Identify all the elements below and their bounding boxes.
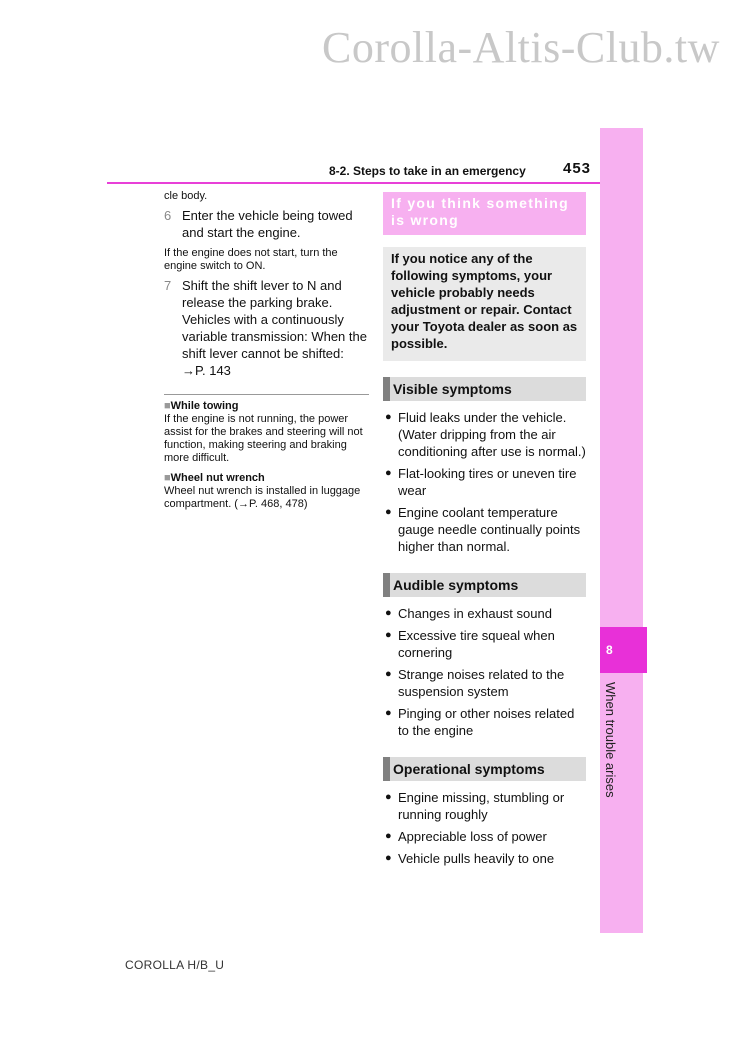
audible-symptoms-heading: Audible symptoms [383, 573, 586, 597]
left-column [164, 190, 369, 511]
note-title: While towing [170, 400, 239, 412]
operational-symptoms-heading: Operational symptoms [383, 757, 586, 781]
chapter-sidebar [600, 128, 643, 933]
list-item: ● Engine missing, stumbling or running roughly [383, 789, 586, 823]
square-bullet-icon: ■ [164, 400, 171, 412]
step-text: Shift the shift lever to N and release the parking brake. Vehicles with a continuously variable transmission: When the shift lever cannot be shifted: →P. 143 [182, 278, 367, 378]
intro-box: If you notice any of the following symptoms, your vehicle probably needs adjustment or repair. Contact your Toyota dealer as soon as possible. [383, 247, 586, 361]
note-text-towing: If the engine is not running, the power assist for the brakes and steering will not function, making steering and braking more difficult. [164, 413, 363, 464]
header-rule [107, 182, 600, 184]
divider [164, 394, 369, 395]
watermark: Corolla-Altis-Club.tw [322, 23, 720, 72]
square-bullet-icon: ■ [164, 472, 171, 484]
step-number: 6 [164, 208, 172, 223]
step-text: Enter the vehicle being towed and start the engine. [182, 208, 353, 240]
list-item: ● Fluid leaks under the vehicle. (Water dripping from the air conditioning after use is normal.) [383, 409, 586, 460]
section-title: 8-2. Steps to take in an emergency [329, 164, 526, 178]
note-heading-towing [164, 399, 369, 413]
audible-symptoms-list [383, 605, 586, 739]
list-item: ● Engine coolant temperature gauge needle continually points higher than normal. [383, 504, 586, 555]
right-column [383, 192, 586, 872]
list-item: ● Vehicle pulls heavily to one [383, 850, 586, 867]
operational-symptoms-list [383, 789, 586, 867]
page-number: 453 [563, 160, 592, 177]
visible-symptoms-heading: Visible symptoms [383, 377, 586, 401]
list-item: ● Excessive tire squeal when cornering [383, 627, 586, 661]
list-item: ● Changes in exhaust sound [383, 605, 586, 622]
chapter-label: When trouble arises [603, 682, 618, 798]
note-heading-wrench [164, 471, 369, 485]
footer-model: COROLLA H/B_U [125, 958, 225, 972]
visible-symptoms-list [383, 409, 586, 555]
engine-note: If the engine does not start, turn the engine switch to ON. [164, 247, 338, 272]
section-heading-box: If you think something is wrong [383, 192, 586, 235]
step-7 [164, 277, 369, 379]
list-item: ● Strange noises related to the suspension system [383, 666, 586, 700]
chapter-number: 8 [606, 643, 613, 657]
list-item: ● Flat-looking tires or uneven tire wear [383, 465, 586, 499]
continued-text: cle body. [164, 190, 208, 202]
list-item: ● Appreciable loss of power [383, 828, 586, 845]
note-title: Wheel nut wrench [170, 472, 265, 484]
step-6 [164, 207, 369, 241]
note-text-wrench: Wheel nut wrench is installed in luggage compartment. (→P. 468, 478) [164, 485, 361, 510]
list-item: ● Pinging or other noises related to the engine [383, 705, 586, 739]
step-number: 7 [164, 278, 172, 293]
